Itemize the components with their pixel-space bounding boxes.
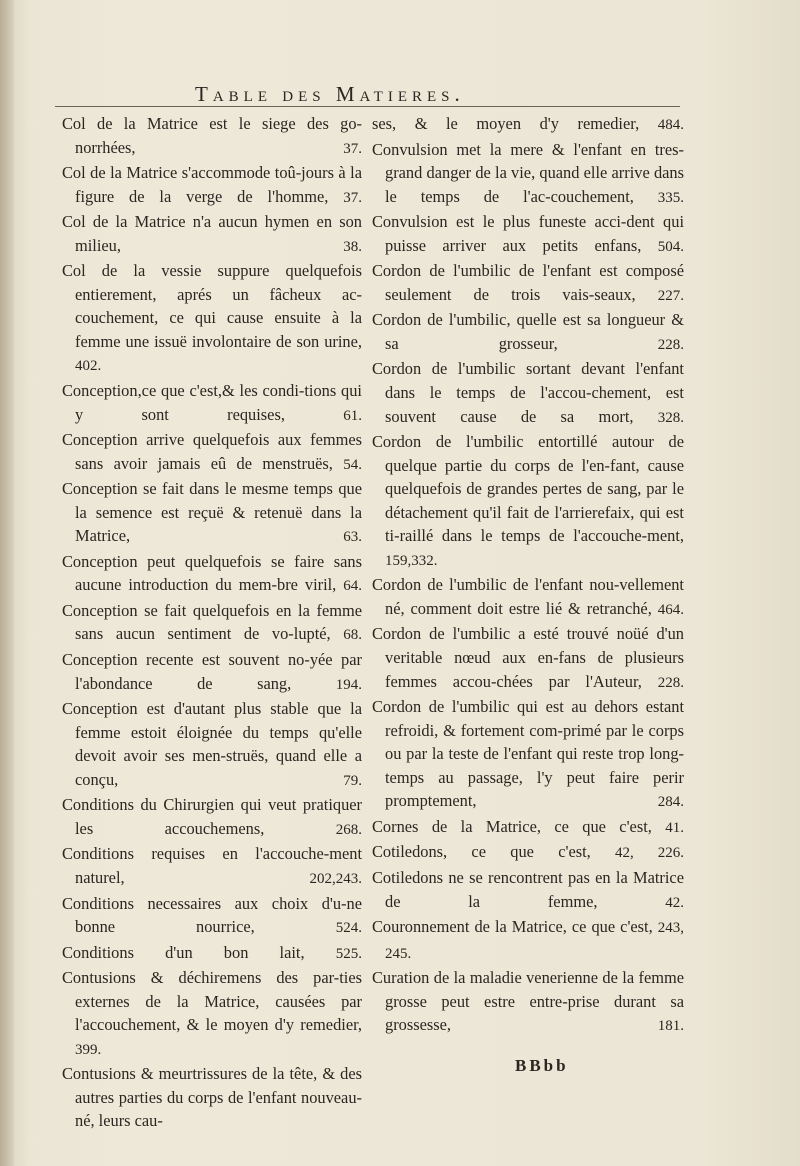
page-reference: 228. — [657, 336, 684, 353]
index-entry: Convulsion met la mere & l'enfant en tres-grand danger de la vie, quand elle arrive dans le temps de l'ac-couchement, 335. — [372, 139, 684, 206]
page-reference: 228. — [657, 674, 684, 691]
page-reference: 194. — [335, 676, 362, 693]
page-spine-shadow — [0, 0, 14, 1166]
index-entry: Cordon de l'umbilic, quelle est sa longueur & sa grosseur, 228. — [372, 310, 684, 353]
page-reference: 42. — [665, 894, 684, 911]
page-reference: 402. — [75, 358, 102, 375]
page-reference: 328. — [657, 409, 684, 426]
page-reference: 525. — [335, 945, 362, 962]
page-reference: 37. — [343, 140, 362, 157]
page-reference: 68. — [343, 627, 362, 644]
page-reference: 399. — [75, 1041, 102, 1058]
index-entry: Couronnement de la Matrice, ce que c'est, 243, 245. — [372, 917, 684, 962]
page-reference: 37. — [343, 189, 362, 206]
page-reference: 159,332. — [385, 552, 438, 569]
page-reference: 524. — [335, 920, 362, 937]
page-reference: 61. — [343, 407, 362, 424]
index-entry: Curation de la maladie venerienne de la femme grosse peut estre entre-prise durant sa grossesse, 181. — [372, 968, 684, 1035]
index-entry: Convulsion est le plus funeste acci-dent qui puisse arriver aux petits enfans, 504. — [372, 212, 685, 255]
index-entry: Col de la Matrice n'a aucun hymen en son milieu, 38. — [62, 212, 362, 255]
index-entry: Conception recente est souvent no-yée par l'abondance de sang, 194. — [62, 650, 362, 693]
page-reference: 41. — [665, 819, 684, 836]
page-reference: 335. — [657, 189, 684, 206]
index-entry: Cordon de l'umbilic entortillé autour de quelque partie du corps de l'en-fant, cause quelquefois de grandes pertes de sang, par le détachement qu'il fait de l'arrierefaix, qui est ti-raillé dans le temps de l'accouche-ment, 159,332. — [372, 432, 684, 569]
index-entry: Cornes de la Matrice, ce que c'est, 41. — [372, 816, 684, 836]
page-reference: 63. — [343, 529, 362, 546]
index-entry: Cotiledons ne se rencontrent pas en la Matrice de la femme, 42. — [372, 867, 684, 911]
index-entry: Conception arrive quelquefois aux femmes sans avoir jamais eû de menstruës, 54. — [62, 430, 362, 473]
index-entry: Conception se fait dans le mesme temps que la semence est reçuë & retenuë dans la Matrice, 63. — [62, 479, 362, 546]
index-entry: Contusions & meurtrissures de la tête, & des autres parties du corps de l'enfant nouveau-né, leurs cau- — [62, 1064, 362, 1131]
page-reference: 504. — [657, 238, 685, 255]
index-entry: Cordon de l'umbilic de l'enfant nou-vellement né, comment doit estre lié & retranché, 464. — [372, 575, 684, 618]
page-reference: 54. — [343, 456, 362, 473]
page-reference: 464. — [657, 601, 684, 618]
right-column — [372, 112, 684, 1039]
index-entry: ses, & le moyen d'y remedier, 484. — [372, 114, 684, 133]
index-entry: Conception peut quelquefois se faire sans aucune introduction du mem-bre viril, 64. — [62, 551, 362, 595]
index-entry: Cordon de l'umbilic de l'enfant est composé seulement de trois vais-seaux, 227. — [372, 261, 684, 304]
running-title: Table des Matieres. — [195, 82, 465, 106]
page-reference: 38. — [343, 238, 362, 255]
header-rule — [55, 106, 680, 107]
page-reference: 202,243. — [309, 870, 362, 887]
index-entry: Cordon de l'umbilic a esté trouvé noüé d'un veritable nœud aux en-fans de plusieurs femmes accou-chées par l'Auteur, 228. — [372, 624, 684, 691]
page-reference: 243, 245. — [385, 920, 684, 962]
index-entry: Conception,ce que c'est,& les condi-tions qui y sont requises, 61. — [62, 381, 362, 424]
page-reference: 181. — [657, 1018, 684, 1035]
page-reference: 64. — [343, 578, 362, 595]
index-entry: Contusions & déchiremens des par-ties externes de la Matrice, causées par l'accouchement, & le moyen d'y remedier, 399. — [62, 968, 362, 1058]
page-reference: 227. — [657, 287, 684, 304]
index-entry: Conception se fait quelquefois en la femme sans aucun sentiment de vo-lupté, 68. — [62, 600, 362, 644]
index-entry: Conditions du Chirurgien qui veut pratiquer les accouchemens, 268. — [62, 795, 362, 838]
index-entry: Conditions d'un bon lait, 525. — [62, 942, 362, 962]
index-entry: Cordon de l'umbilic qui est au dehors estant refroidi, & fortement com-primé par le corps ou par la teste de l'enfant qui reste trop long-temps au passage, l'y peut faire perir promptement, 284. — [372, 697, 684, 811]
catchword-signature: BBbb — [515, 1056, 569, 1075]
index-entry: Conditions requises en l'accouche-ment naturel, 202,243. — [62, 844, 362, 887]
index-entry: Col de la Matrice est le siege des go-norrhées, 37. — [62, 114, 362, 157]
index-entry: Conception est d'autant plus stable que la femme estoit éloignée du temps qu'elle devoit avoir ses men-struës, quand elle a conçu, 79. — [62, 699, 362, 789]
page-reference: 42, 226. — [615, 845, 684, 862]
index-entry: Col de la Matrice s'accommode toû-jours à la figure de la verge de l'homme, 37. — [62, 163, 362, 206]
index-entry: Cotiledons, ce que c'est, 42, 226. — [372, 842, 684, 862]
page-reference: 79. — [343, 772, 362, 789]
left-column — [62, 112, 362, 1133]
page-reference: 268. — [335, 821, 362, 838]
page-reference: 284. — [657, 794, 684, 811]
index-entry: Conditions necessaires aux choix d'u-ne bonne nourrice, 524. — [62, 893, 362, 937]
page-reference: 484. — [657, 117, 684, 133]
index-entry: Cordon de l'umbilic sortant devant l'enfant dans le temps de l'accou-chement, est souvent cause de sa mort, 328. — [372, 359, 684, 426]
index-entry: Col de la vessie suppure quelquefois entierement, aprés un fâcheux ac-couchement, ce qui cause ensuite à la femme une issuë involontaire de son urine, 402. — [62, 261, 362, 375]
